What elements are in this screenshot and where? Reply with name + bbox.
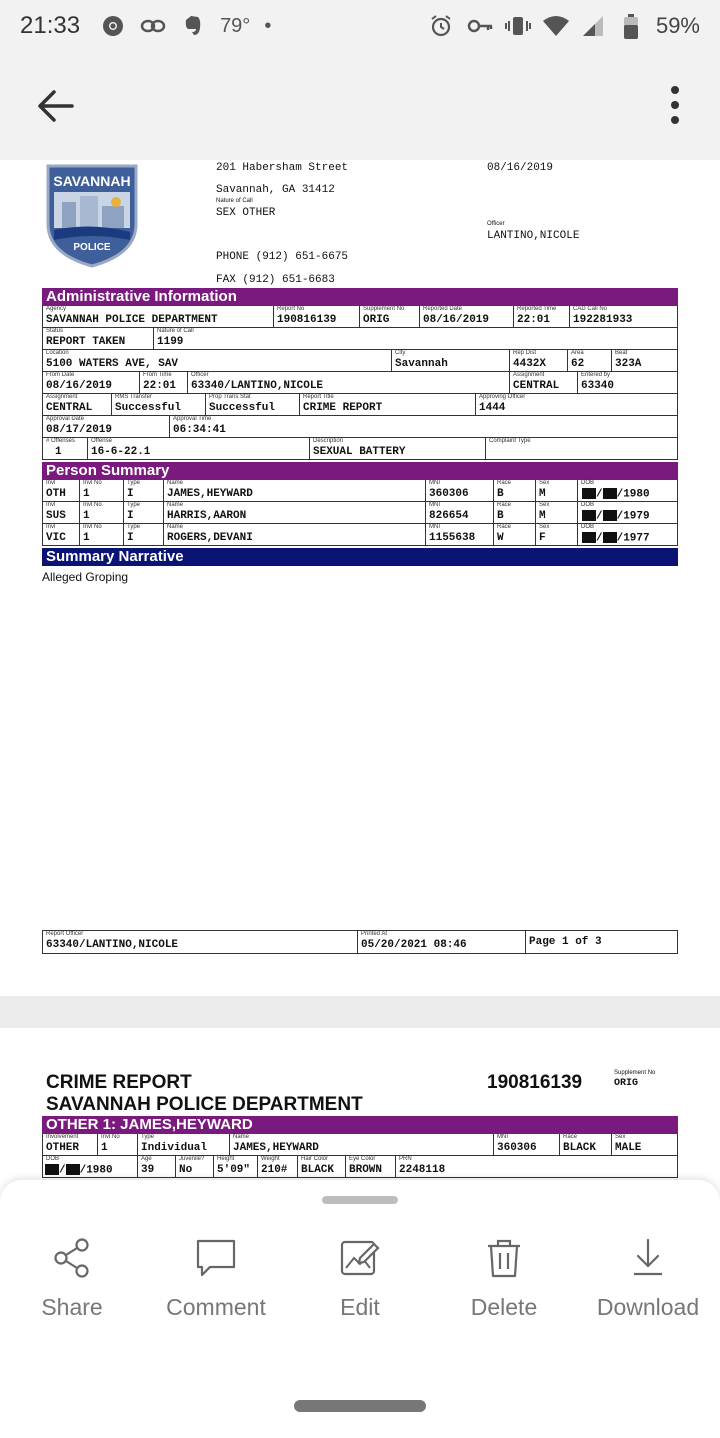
- field-value: M: [539, 488, 546, 500]
- person-row: [42, 480, 678, 502]
- svg-text:SAVANNAH: SAVANNAH: [53, 173, 131, 189]
- action-row: [0, 1236, 720, 1326]
- form-field: [43, 502, 79, 523]
- field-value: 63340/LANTINO,NICOLE: [46, 939, 179, 951]
- field-label: Report Title: [303, 394, 334, 400]
- field-area: [567, 350, 611, 371]
- download-label: Download: [596, 1294, 700, 1320]
- field-value: 1: [55, 446, 62, 458]
- edit-button[interactable]: [288, 1236, 432, 1326]
- field-label: Approving Officer: [479, 394, 526, 400]
- field-label: Type: [127, 502, 141, 508]
- signal-icon: [580, 14, 606, 38]
- field-prop-trans-stat: [205, 394, 299, 415]
- field-label: Printed At: [361, 931, 388, 937]
- field-value: 360306: [429, 488, 469, 500]
- police-badge-logo: [44, 162, 140, 268]
- field-value: W: [497, 532, 504, 544]
- field-label: Report No: [277, 306, 305, 312]
- admin-row-3: [42, 350, 678, 372]
- form-field: [577, 502, 677, 523]
- form-field: [163, 524, 425, 545]
- form-field: [97, 1134, 137, 1155]
- field-label: Weight: [261, 1156, 280, 1162]
- crime-report-title: CRIME REPORT: [46, 1072, 192, 1093]
- field-label: Offense: [91, 438, 112, 444]
- field-value: 08/16/2019: [423, 314, 490, 326]
- battery-percent: 59%: [655, 13, 700, 38]
- field-complaint-type: [485, 438, 677, 459]
- field-label: Invl: [46, 524, 56, 530]
- field-value: MALE: [615, 1142, 642, 1154]
- field-value: ROGERS,DEVANI: [167, 532, 253, 544]
- field-value: 323A: [615, 358, 642, 370]
- admin-row-5: [42, 394, 678, 416]
- back-button[interactable]: [30, 80, 82, 132]
- field-cad-call-no: [569, 306, 677, 327]
- field-label: Invl No: [83, 502, 102, 508]
- department-title: SAVANNAH POLICE DEPARTMENT: [46, 1094, 363, 1115]
- field-value: 39: [141, 1164, 155, 1176]
- document-page-1: [0, 160, 720, 996]
- field-label: Invl No: [101, 1134, 120, 1140]
- gesture-nav-pill[interactable]: [294, 1400, 426, 1412]
- field-entered-by: [577, 372, 677, 393]
- field-supplement-no: [359, 306, 419, 327]
- field-value: JAMES,HEYWARD: [167, 488, 253, 500]
- field-value: 190816139: [277, 314, 337, 326]
- field-label: MNI: [429, 502, 440, 508]
- field-value: Successful: [209, 402, 276, 414]
- field-value: SEXUAL BATTERY: [313, 446, 406, 458]
- field-value: Individual: [141, 1142, 208, 1154]
- form-field: [123, 480, 163, 501]
- field-value: CENTRAL: [46, 402, 93, 414]
- more-vert-icon: [660, 82, 690, 132]
- field-value: Successful: [115, 402, 182, 414]
- field-value: HARRIS,AARON: [167, 510, 247, 522]
- vpn-key-icon: [466, 14, 492, 38]
- field-value: 08/16/2019: [46, 380, 113, 392]
- field-value: 16-6-22.1: [91, 446, 151, 458]
- field-value: Page 1 of 3: [529, 936, 602, 948]
- field-officer: [187, 372, 509, 393]
- field-value: 826654: [429, 510, 469, 522]
- report-date: 08/16/2019: [487, 162, 554, 174]
- form-field: [175, 1156, 213, 1177]
- form-field: [43, 480, 79, 501]
- field-label: Type: [127, 480, 141, 486]
- field-label: Rep Dist: [513, 350, 537, 356]
- field-label: Name: [167, 502, 184, 508]
- form-field: [611, 1134, 677, 1155]
- field-description: [309, 438, 485, 459]
- address-line-2: Savannah, GA 31412: [216, 184, 335, 196]
- form-field: [493, 480, 535, 501]
- redaction-block: [603, 532, 617, 543]
- share-label: Share: [41, 1294, 103, 1320]
- field-label: Eye Color: [349, 1156, 376, 1162]
- field-value: I: [127, 510, 134, 522]
- field-label: PRN: [399, 1156, 412, 1162]
- field-value: VIC: [46, 532, 66, 544]
- field-value: No: [179, 1164, 193, 1176]
- field-value: / /1979: [582, 510, 650, 522]
- field-value: F: [539, 532, 546, 544]
- field-label: Invl No: [83, 524, 102, 530]
- form-field: [493, 1134, 559, 1155]
- document-page-2: [0, 1028, 720, 1180]
- field-value: / /1980: [582, 488, 650, 500]
- field-reported-time: [513, 306, 569, 327]
- field-label: Race: [563, 1134, 578, 1140]
- redaction-block: [582, 532, 596, 543]
- admin-row-2: [42, 328, 678, 350]
- form-field: [535, 524, 577, 545]
- field-location: [43, 350, 391, 371]
- redaction-block: [603, 488, 617, 499]
- field-label: Approval Date: [46, 416, 85, 422]
- redaction-block: [582, 488, 596, 499]
- field-label: Nature of Call: [157, 328, 194, 334]
- field-label: DOB: [581, 524, 595, 530]
- field-value: 22:01: [143, 380, 177, 392]
- field-label: Involvement: [46, 1134, 79, 1140]
- comment-icon: [194, 1236, 238, 1280]
- field-approving-officer: [475, 394, 677, 415]
- admin-row-4: [42, 372, 678, 394]
- field-label: City: [395, 350, 406, 356]
- field-city: [391, 350, 509, 371]
- field-report-officer: [43, 931, 357, 953]
- field-value: CENTRAL: [513, 380, 560, 392]
- form-field: [43, 1156, 137, 1177]
- narrative-text: Alleged Groping: [42, 570, 129, 584]
- fax-number: FAX (912) 651-6683: [216, 274, 335, 286]
- field-label: Sex: [539, 524, 550, 530]
- field-offense: [87, 438, 309, 459]
- admin-row-6: [42, 416, 678, 438]
- field-label: Sex: [539, 502, 550, 508]
- field-value: OTH: [46, 488, 66, 500]
- field-label: Type: [141, 1134, 155, 1140]
- field-label: Prop Trans Stat: [209, 394, 251, 400]
- form-field: [297, 1156, 345, 1177]
- field-rep-dist: [509, 350, 567, 371]
- field-label: Name: [167, 524, 184, 530]
- field-label: CAD Call No: [573, 306, 608, 312]
- field-label: Officer: [191, 372, 209, 378]
- field-label: Race: [497, 502, 512, 508]
- download-icon: [626, 1236, 670, 1280]
- field-label: Approval Time: [173, 416, 212, 422]
- page-number: [525, 931, 677, 953]
- field-value: 210#: [261, 1164, 288, 1176]
- delete-label: Delete: [470, 1294, 538, 1320]
- form-field: [577, 524, 677, 545]
- field-label: Status: [46, 328, 64, 334]
- field-label: Type: [127, 524, 141, 530]
- form-field: [257, 1156, 297, 1177]
- form-field: [163, 480, 425, 501]
- edit-label: Edit: [340, 1294, 380, 1320]
- field-value: JAMES,HEYWARD: [233, 1142, 319, 1154]
- form-field: [43, 1134, 97, 1155]
- form-field: [123, 524, 163, 545]
- field-status: [43, 328, 153, 349]
- form-field: [577, 480, 677, 501]
- link-icon: [140, 14, 166, 38]
- field-value: / /1977: [582, 532, 650, 544]
- field-label: DOB: [46, 1156, 60, 1162]
- form-field: [535, 480, 577, 501]
- field-label: Invl: [46, 480, 56, 486]
- field-label: MNI: [429, 524, 440, 530]
- field-value: 1: [101, 1142, 108, 1154]
- field-value: 5'09": [217, 1164, 251, 1176]
- status-time: 21:33: [20, 12, 81, 39]
- sheet-drag-handle[interactable]: [322, 1196, 398, 1204]
- field-value: M: [539, 510, 546, 522]
- page-footer: [42, 930, 678, 954]
- form-field: [229, 1134, 493, 1155]
- form-field: [79, 480, 123, 501]
- field-label: Assignment: [513, 372, 545, 378]
- field-from-date: [43, 372, 139, 393]
- field-rms-transfer: [111, 394, 205, 415]
- field-value: B: [497, 510, 504, 522]
- field-value: 5100 WATERS AVE, SAV: [46, 358, 179, 370]
- person-row: [42, 524, 678, 546]
- address-line-1: 201 Habersham Street: [216, 162, 349, 174]
- field-label: Reported Date: [423, 306, 463, 312]
- field-value: 4432X: [513, 358, 547, 370]
- form-field: [559, 1134, 611, 1155]
- status-bar: [0, 0, 720, 52]
- share-icon: [50, 1236, 94, 1280]
- redaction-block: [45, 1164, 59, 1175]
- person-summary-header: Person Summary: [42, 462, 678, 480]
- field-label: Supplement No: [363, 306, 405, 312]
- field-beat: [611, 350, 677, 371]
- comment-label: Comment: [166, 1294, 266, 1320]
- field-value: REPORT TAKEN: [46, 336, 126, 348]
- field-label: RMS Transfer: [115, 394, 153, 400]
- field-value: 62: [571, 358, 585, 370]
- document-viewer[interactable]: [0, 160, 720, 1180]
- field-label: Complaint Type: [489, 438, 531, 444]
- field-value: SUS: [46, 510, 66, 522]
- field-report-title: [299, 394, 475, 415]
- temperature: 79°: [220, 14, 251, 37]
- field-value: BLACK: [563, 1142, 597, 1154]
- field-assignment: [509, 372, 577, 393]
- form-field: [79, 502, 123, 523]
- field-label: Invl No: [83, 480, 102, 486]
- field-value: 1155638: [429, 532, 476, 544]
- field-label: Entered by: [581, 372, 611, 378]
- form-field: [425, 480, 493, 501]
- form-field: [163, 502, 425, 523]
- field-value: 08/17/2019: [46, 424, 113, 436]
- field-label: Sex: [615, 1134, 626, 1140]
- field-value: BLACK: [301, 1164, 335, 1176]
- field-label: Height: [217, 1156, 235, 1162]
- officer-label: Officer: [487, 221, 505, 227]
- field-value: 22:01: [517, 314, 551, 326]
- field-label: Race: [497, 524, 512, 530]
- nature-of-call-value: SEX OTHER: [216, 207, 276, 219]
- field-reported-date: [419, 306, 513, 327]
- field-label: Agency: [46, 306, 67, 312]
- comment-button[interactable]: [144, 1236, 288, 1326]
- trash-icon: [482, 1236, 526, 1280]
- alarm-icon: [428, 14, 454, 38]
- field-label: Hair Color: [301, 1156, 329, 1162]
- form-field: [535, 502, 577, 523]
- field-value: OTHER: [46, 1142, 80, 1154]
- bottom-action-sheet: [0, 1180, 720, 1438]
- field-value: CRIME REPORT: [303, 402, 383, 414]
- notification-dot: •: [264, 14, 272, 37]
- field-approval-date: [43, 416, 169, 437]
- arrow-left-icon: [30, 80, 82, 132]
- admin-row-1: [42, 306, 678, 328]
- field-value: ORIG: [363, 314, 390, 326]
- redaction-block: [66, 1164, 80, 1175]
- battery-icon: [618, 14, 644, 38]
- field-value: 1444: [479, 402, 506, 414]
- field-label: Assignment: [46, 394, 78, 400]
- field-value: 05/20/2021 08:46: [361, 939, 467, 951]
- share-button[interactable]: [0, 1236, 144, 1326]
- edit-image-icon: [338, 1236, 382, 1280]
- field-value: 06:34:41: [173, 424, 226, 436]
- field-value: 360306: [497, 1142, 537, 1154]
- evernote-icon: [180, 14, 206, 38]
- person-row: [42, 502, 678, 524]
- redaction-block: [603, 510, 617, 521]
- field-value: B: [497, 488, 504, 500]
- field-value: 1: [83, 488, 90, 500]
- other-person-row-1: [42, 1134, 678, 1156]
- field-label: Juvenile?: [179, 1156, 205, 1162]
- field-value: SAVANNAH POLICE DEPARTMENT: [46, 314, 218, 326]
- field-label: MNI: [497, 1134, 508, 1140]
- admin-info-header: Administrative Information: [42, 288, 678, 306]
- field-value: I: [127, 532, 134, 544]
- app-bar: [0, 52, 720, 160]
- field-label: From Time: [143, 372, 172, 378]
- chrome-icon: [100, 14, 126, 38]
- field-value: I: [127, 488, 134, 500]
- field-label: Report Officer: [46, 931, 84, 937]
- other-person-row-2: [42, 1156, 678, 1178]
- field-value: 1: [83, 510, 90, 522]
- field-label: Location: [46, 350, 69, 356]
- field-value: 1199: [157, 336, 184, 348]
- field-label: Description: [313, 438, 344, 444]
- field-label: Name: [167, 480, 184, 486]
- admin-row-7: [42, 438, 678, 460]
- nature-of-call-label: Nature of Call: [216, 198, 253, 204]
- field-value: BROWN: [349, 1164, 383, 1176]
- vibrate-icon: [504, 14, 530, 38]
- form-field: [493, 502, 535, 523]
- form-field: [425, 502, 493, 523]
- summary-narrative-header: Summary Narrative: [42, 548, 678, 566]
- form-field: [213, 1156, 257, 1177]
- form-field: [137, 1156, 175, 1177]
- field-label: Age: [141, 1156, 152, 1162]
- more-options-button[interactable]: [660, 82, 690, 132]
- field-label: Beat: [615, 350, 628, 356]
- field-report-no: [273, 306, 359, 327]
- field-label: Invl: [46, 502, 56, 508]
- form-field: [395, 1156, 677, 1177]
- field-offenses-count: [43, 438, 87, 459]
- field-value: 63340: [581, 380, 615, 392]
- field-value: Savannah: [395, 358, 448, 370]
- field-label: MNI: [429, 480, 440, 486]
- form-field: [345, 1156, 395, 1177]
- supplement-label: Supplement No: [614, 1070, 656, 1076]
- field-value: 2248118: [399, 1164, 446, 1176]
- supplement-value: ORIG: [614, 1078, 639, 1089]
- field-value: 63340/LANTINO,NICOLE: [191, 380, 324, 392]
- field-value: 192281933: [573, 314, 633, 326]
- field-label: # Offenses: [46, 438, 75, 444]
- form-field: [137, 1134, 229, 1155]
- svg-text:POLICE: POLICE: [73, 242, 111, 253]
- redaction-block: [582, 510, 596, 521]
- field-agency: [43, 306, 273, 327]
- form-field: [493, 524, 535, 545]
- field-label: Sex: [539, 480, 550, 486]
- form-field: [43, 524, 79, 545]
- other-person-header: OTHER 1: JAMES,HEYWARD: [42, 1116, 678, 1134]
- download-button[interactable]: [576, 1236, 720, 1326]
- wifi-icon: [542, 14, 568, 38]
- field-label: Race: [497, 480, 512, 486]
- field-label: Reported Time: [517, 306, 557, 312]
- field-label: DOB: [581, 480, 595, 486]
- field-label: Area: [571, 350, 584, 356]
- form-field: [425, 524, 493, 545]
- report-number: 190816139: [487, 1072, 583, 1093]
- field-label: From Date: [46, 372, 75, 378]
- field-value: 1: [83, 532, 90, 544]
- field-value: / /1980: [45, 1164, 113, 1176]
- field-approval-time: [169, 416, 677, 437]
- field-label: Name: [233, 1134, 250, 1140]
- field-nature-of-call: [153, 328, 677, 349]
- officer-value: LANTINO,NICOLE: [487, 230, 580, 242]
- field-printed-at: [357, 931, 525, 953]
- delete-button[interactable]: [432, 1236, 576, 1326]
- phone-number: PHONE (912) 651-6675: [216, 251, 349, 263]
- field-assignment-2: [43, 394, 111, 415]
- form-field: [79, 524, 123, 545]
- field-from-time: [139, 372, 187, 393]
- form-field: [123, 502, 163, 523]
- field-label: DOB: [581, 502, 595, 508]
